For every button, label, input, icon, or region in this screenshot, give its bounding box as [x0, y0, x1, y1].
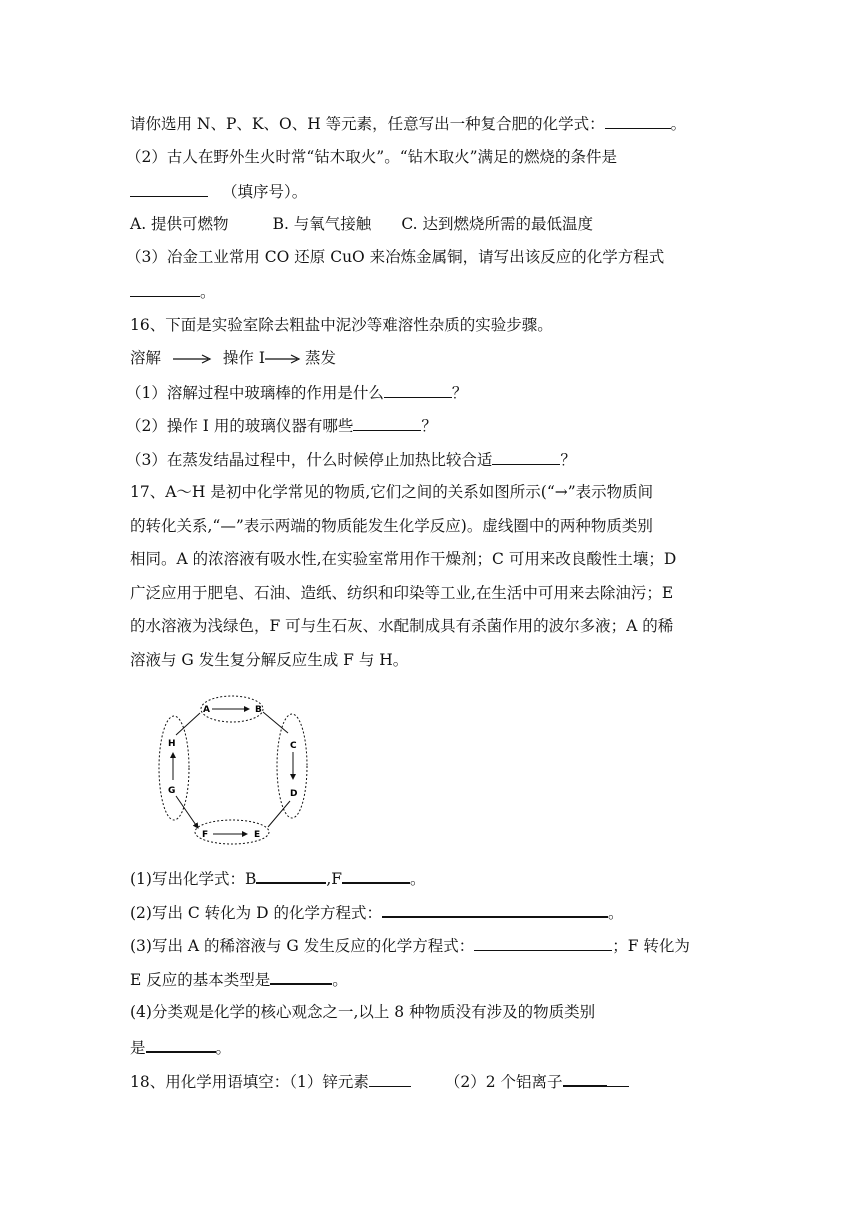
question-15-3: （3）冶金工业常用 CO 还原 CuO 来冶炼金属铜，请写出该反应的化学方程式	[126, 248, 665, 266]
answer-blank[interactable]	[130, 280, 200, 297]
answer-blank[interactable]	[474, 934, 612, 951]
dashed-circle-cd	[277, 714, 307, 818]
line-15-2-answer: （填序号）。	[130, 180, 307, 203]
answer-blank[interactable]	[382, 900, 608, 918]
question-18: 18、用化学用语填空：（1）锌元素 （2）2 个铝离子	[130, 1069, 629, 1093]
node-a: A	[203, 705, 210, 715]
step-dissolve: 溶解	[130, 349, 162, 367]
arrow-icon	[265, 353, 301, 365]
node-g: G	[168, 786, 176, 796]
process-flow	[130, 347, 336, 369]
option-a: A. 提供可燃物	[130, 215, 229, 233]
line-compound-fertilizer: 请你选用 N、P、K、O、H 等元素，任意写出一种复合肥的化学式： 。	[130, 112, 686, 135]
node-b: B	[255, 705, 262, 715]
arrow-icon	[172, 353, 212, 365]
question-17-3: (3)写出 A 的稀溶液与 G 发生反应的化学方程式： ；F 转化为	[130, 934, 690, 957]
dashed-circle-hg	[159, 716, 189, 820]
answer-blank[interactable]	[146, 1035, 216, 1053]
node-h: H	[168, 739, 176, 749]
question-17-line-1: 17、A～H 是初中化学常见的物质,它们之间的关系如图所示(“→”表示物质间	[130, 483, 654, 501]
question-17-2: (2)写出 C 转化为 D 的化学方程式： 。	[130, 900, 623, 924]
options-15-2	[130, 213, 593, 235]
step-operation-1: 操作 I	[222, 349, 265, 367]
question-16-3: （3）在蒸发结晶过程中，什么时候停止加热比较合适 ？	[126, 448, 576, 471]
node-f: F	[202, 830, 209, 840]
question-15-2: （2）古人在野外生火时常“钻木取火”。“钻木取火”满足的燃烧的条件是	[126, 148, 618, 166]
node-e: E	[254, 830, 261, 840]
answer-blank[interactable]	[130, 180, 208, 197]
question-16-1: （1）溶解过程中玻璃棒的作用是什么 ？	[126, 381, 467, 404]
node-c: C	[290, 741, 297, 751]
step-evaporate: 蒸发	[304, 349, 336, 367]
question-17-line-2: 的转化关系,“—”表示两端的物质能发生化学反应)。虚线圈中的两种物质类别	[130, 517, 653, 535]
answer-blank-f[interactable]	[342, 866, 410, 884]
answer-blank-b[interactable]	[256, 866, 326, 884]
answer-blank[interactable]	[605, 112, 671, 129]
question-17-4: (4)分类观是化学的核心观念之一,以上 8 种物质没有涉及的物质类别	[130, 1003, 596, 1021]
answer-blank[interactable]	[353, 414, 421, 431]
question-17-line-3: 相同。A 的浓溶液有吸水性,在实验室常用作干燥剂；C 可用来改良酸性土壤；D	[130, 550, 677, 568]
line-15-3-answer: 。	[130, 280, 216, 303]
answer-blank[interactable]	[384, 381, 452, 398]
answer-blank-aluminum-ion[interactable]	[563, 1069, 607, 1087]
question-17-3-cont: E 反应的基本类型是 。	[130, 967, 348, 991]
option-c: C. 达到燃烧所需的最低温度	[401, 215, 593, 233]
answer-blank-zinc[interactable]	[369, 1070, 411, 1087]
question-17-line-6: 溶液与 G 发生复分解反应生成 F 与 H。	[130, 651, 409, 669]
question-text: 请你选用 N、P、K、O、H 等元素，任意写出一种复合肥的化学式：	[130, 115, 605, 133]
answer-blank[interactable]	[270, 967, 332, 985]
question-17-4-cont: 是 。	[130, 1035, 231, 1059]
question-17-line-5: 的水溶液为浅绿色，F 可与生石灰、水配制成具有杀菌作用的波尔多液；A 的稀	[130, 617, 674, 635]
question-17-1: (1)写出化学式：B ,F 。	[130, 866, 426, 890]
answer-blank[interactable]	[492, 448, 560, 465]
option-b: B. 与氧气接触	[272, 215, 372, 233]
question-16-2: （2）操作 I 用的玻璃仪器有哪些 ？	[126, 414, 437, 437]
node-d: D	[290, 789, 298, 799]
question-17-line-4: 广泛应用于肥皂、石油、造纸、纺织和印染等工业,在生活中可用来去除油污；E	[130, 584, 674, 602]
question-16: 16、下面是实验室除去粗盐中泥沙等难溶性杂质的实验步骤。	[130, 316, 553, 334]
substance-relation-diagram	[150, 686, 320, 846]
